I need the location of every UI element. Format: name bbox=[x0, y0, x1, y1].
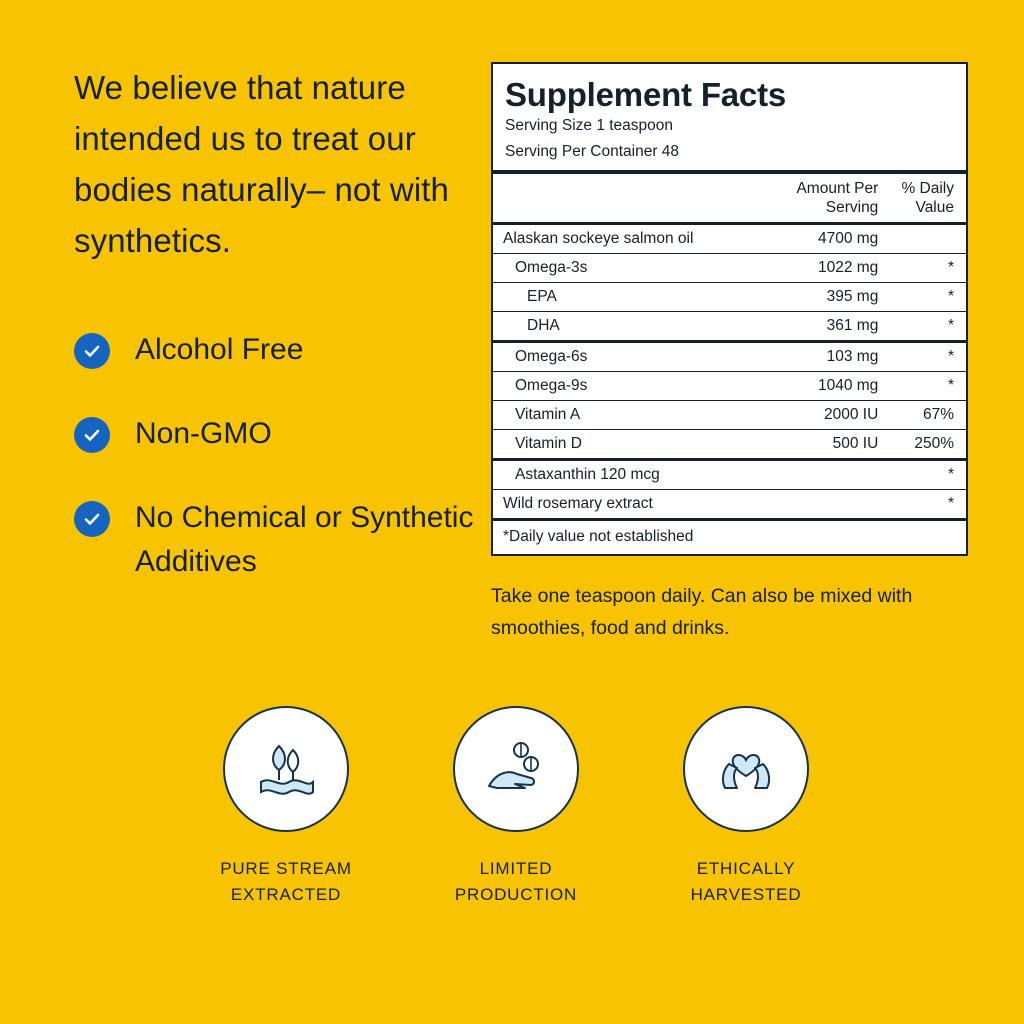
column-header-daily-value bbox=[890, 174, 966, 224]
column-header-nutrient bbox=[493, 174, 758, 224]
list-item bbox=[74, 328, 474, 372]
list-item-label: No Chemical or Synthetic Additives bbox=[135, 501, 474, 578]
supplement-facts-table bbox=[493, 174, 966, 518]
check-circle-icon bbox=[74, 333, 110, 369]
table-row bbox=[493, 372, 966, 401]
nutrient-amount: 395 mg bbox=[758, 283, 890, 312]
badge-label-line1: LIMITED bbox=[479, 859, 553, 878]
nutrient-dv: * bbox=[890, 490, 966, 519]
nutrient-amount: 4700 mg bbox=[758, 224, 890, 254]
nutrient-name: EPA bbox=[493, 283, 758, 312]
table-row bbox=[493, 430, 966, 460]
table-row bbox=[493, 460, 966, 490]
nutrient-dv: * bbox=[890, 342, 966, 372]
badge-limited-production bbox=[416, 706, 616, 908]
badge-label bbox=[186, 856, 386, 908]
table-row bbox=[493, 224, 966, 254]
nutrient-dv: * bbox=[890, 460, 966, 490]
badge-ethically-harvested bbox=[646, 706, 846, 908]
serving-size: Serving Size 1 teaspoon bbox=[505, 117, 674, 134]
nutrient-amount bbox=[758, 490, 890, 519]
column-header-dv-line2: Value bbox=[915, 199, 954, 216]
nutrient-amount: 1040 mg bbox=[758, 372, 890, 401]
badge-label bbox=[646, 856, 846, 908]
nutrient-amount: 103 mg bbox=[758, 342, 890, 372]
nutrient-name: Omega-6s bbox=[493, 342, 758, 372]
nutrient-amount: 500 IU bbox=[758, 430, 890, 460]
badge-pure-stream-extracted bbox=[186, 706, 386, 908]
daily-value-footnote: *Daily value not established bbox=[493, 518, 966, 554]
nutrient-dv: * bbox=[890, 312, 966, 342]
table-row bbox=[493, 490, 966, 519]
page-headline: We believe that nature intended us to treat our bodies naturally– not with synthetics. bbox=[74, 69, 449, 259]
hand-drops-icon bbox=[479, 730, 553, 809]
nutrient-name: Astaxanthin 120 mcg bbox=[493, 460, 758, 490]
badge-label-line1: PURE STREAM bbox=[220, 859, 352, 878]
nutrient-dv: * bbox=[890, 372, 966, 401]
badge-label-line1: ETHICALLY bbox=[696, 859, 796, 878]
badge-label-line2: EXTRACTED bbox=[230, 885, 342, 904]
table-row bbox=[493, 342, 966, 372]
list-item bbox=[74, 412, 474, 456]
badge-circle bbox=[223, 706, 349, 832]
supplement-facts-panel bbox=[491, 62, 968, 556]
list-item-label: Alcohol Free bbox=[135, 333, 304, 366]
table-row bbox=[493, 283, 966, 312]
table-row bbox=[493, 401, 966, 430]
badge-circle bbox=[453, 706, 579, 832]
nutrient-name: Vitamin D bbox=[493, 430, 758, 460]
badge-row bbox=[186, 706, 846, 908]
nutrient-dv bbox=[890, 224, 966, 254]
check-circle-icon bbox=[74, 501, 110, 537]
nutrient-dv: * bbox=[890, 283, 966, 312]
column-header-dv-line1: % Daily bbox=[901, 180, 954, 197]
table-header bbox=[493, 174, 966, 224]
column-header-amount-line2: Serving bbox=[825, 199, 879, 216]
list-item bbox=[74, 496, 474, 584]
column-header-amount-line1: Amount Per bbox=[796, 180, 879, 197]
nutrient-amount: 1022 mg bbox=[758, 254, 890, 283]
badge-label bbox=[416, 856, 616, 908]
directions-text: Take one teaspoon daily. Can also be mixed with smoothies, food and drinks. bbox=[491, 585, 913, 639]
nutrient-amount: 2000 IU bbox=[758, 401, 890, 430]
nutrient-amount: 361 mg bbox=[758, 312, 890, 342]
nutrient-amount bbox=[758, 460, 890, 490]
badge-label-line2: PRODUCTION bbox=[454, 885, 578, 904]
list-item-label: Non-GMO bbox=[135, 417, 272, 450]
nutrient-name: Wild rosemary extract bbox=[493, 490, 758, 519]
nutrient-name: Omega-9s bbox=[493, 372, 758, 401]
stream-leaves-icon bbox=[249, 730, 323, 809]
nutrient-name: Omega-3s bbox=[493, 254, 758, 283]
table-row bbox=[493, 312, 966, 342]
column-header-amount bbox=[758, 174, 890, 224]
nutrient-name: Vitamin A bbox=[493, 401, 758, 430]
badge-label-line2: HARVESTED bbox=[690, 885, 802, 904]
nutrient-dv: 250% bbox=[890, 430, 966, 460]
hands-heart-icon bbox=[709, 730, 783, 809]
nutrient-dv: * bbox=[890, 254, 966, 283]
left-column bbox=[74, 62, 474, 624]
nutrient-dv: 67% bbox=[890, 401, 966, 430]
table-row bbox=[493, 254, 966, 283]
supplement-facts-title: Supplement Facts bbox=[505, 76, 787, 113]
nutrient-name: DHA bbox=[493, 312, 758, 342]
servings-per-container: Serving Per Container 48 bbox=[505, 143, 680, 160]
check-circle-icon bbox=[74, 417, 110, 453]
table-body bbox=[493, 224, 966, 519]
feature-checklist bbox=[74, 328, 474, 584]
badge-circle bbox=[683, 706, 809, 832]
nutrient-name: Alaskan sockeye salmon oil bbox=[493, 224, 758, 254]
